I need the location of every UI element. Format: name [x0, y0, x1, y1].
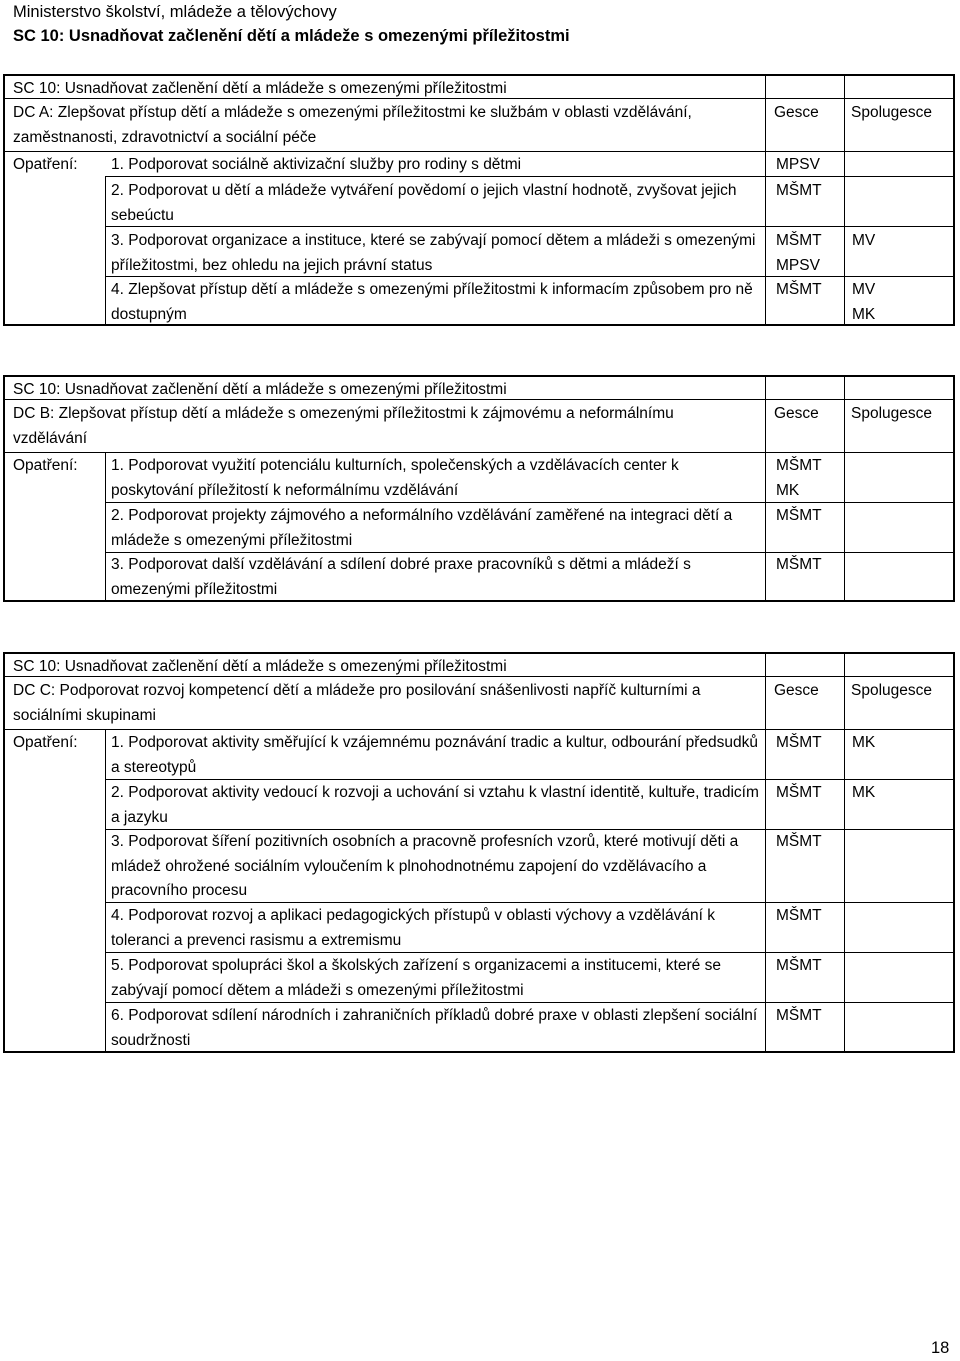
divider [5, 729, 953, 730]
goal-text: DC A: Zlepšovat přístup dětí a mládeže s omezenými příležitostmi ke službám v oblasti vzdělávání, zaměstnanosti, zdravotnictví a sociální péče [13, 104, 692, 146]
measure-gesce: MPSV [776, 156, 820, 173]
measure-text: 1. Podporovat využití potenciálu kulturních, společenských a vzdělávacích center k poskytování příležitostí k neformálnímu vzdělávání [111, 457, 679, 499]
measure-text: 4. Zlepšovat přístup dětí a mládeže s omezenými příležitostmi k informacím způsobem pro ně dostupným [111, 281, 753, 323]
goal-block-b [3, 375, 955, 602]
document-title: SC 10: Usnadňovat začlenění dětí a mládeže s omezenými příležitostmi [13, 27, 570, 45]
divider [5, 452, 953, 453]
measure-text: 2. Podporovat u dětí a mládeže vytváření povědomí o jejich vlastní hodnotě, zvyšovat jejich sebeúctu [111, 182, 737, 224]
gesce-header: Gesce [774, 104, 819, 121]
measure-gesce: MŠMT [776, 556, 822, 573]
column-divider [105, 176, 106, 324]
measure-text: 3. Podporovat šíření pozitivních osobních a pracovně profesních vzorů, které motivují děti a mládež ohrožené sociálním vyloučením k plnohodnotnému zapojení do vzdělávacího a pracovního procesu [111, 833, 739, 899]
block-sc-label: SC 10: Usnadňovat začlenění dětí a mládeže s omezenými příležitostmi [13, 381, 507, 398]
column-divider [105, 452, 106, 600]
spolugesce-header: Spolugesce [851, 104, 933, 121]
opatreni-label: Opatření: [13, 457, 78, 474]
block-sc-label: SC 10: Usnadňovat začlenění dětí a mládeže s omezenými příležitostmi [13, 80, 507, 97]
goal-block-a [3, 74, 955, 326]
measure-gesce: MŠMT [776, 1007, 822, 1024]
column-divider [765, 76, 766, 324]
measure-spolugesce: MV MK [852, 281, 876, 323]
measure-text: 4. Podporovat rozvoj a aplikaci pedagogických přístupů v oblasti výchovy a vzdělávání k toleranci a prevenci rasismu a extremismu [111, 907, 715, 949]
measure-spolugesce: MV [852, 232, 876, 249]
measure-text: 1. Podporovat aktivity směřující k vzájemnému poznávání tradic a kultur, odbourání předsudků a stereotypů [111, 734, 759, 776]
goal-text: DC C: Podporovat rozvoj kompetencí dětí a mládeže pro posilování snášenlivosti napříč kulturními a sociálními skupinami [13, 682, 701, 724]
measure-spolugesce: MK [852, 784, 876, 801]
measure-text: 1. Podporovat sociálně aktivizační služby pro rodiny s dětmi [111, 156, 522, 173]
ministry-name: Ministerstvo školství, mládeže a tělovýchovy [13, 3, 337, 21]
opatreni-label: Opatření: [13, 734, 78, 751]
measure-text: 2. Podporovat projekty zájmového a neformálního vzdělávání zaměřené na integraci dětí a mládeže s omezenými příležitostmi [111, 507, 733, 549]
measure-text: 5. Podporovat spolupráci škol a školských zařízení s organizacemi a institucemi, které se zabývají pomocí dětem a mládeži s omezenými příležitostmi [111, 957, 721, 999]
gesce-header: Gesce [774, 405, 819, 422]
column-divider [765, 377, 766, 600]
measure-text: 6. Podporovat sdílení národních i zahraničních příkladů dobré praxe v oblasti zlepšení sociální soudržnosti [111, 1007, 758, 1049]
measure-text: 3. Podporovat další vzdělávání a sdílení dobré praxe pracovníků s dětmi a mládeží s omezenými příležitostmi [111, 556, 691, 598]
column-divider [765, 654, 766, 1051]
measure-gesce: MŠMT [776, 507, 822, 524]
spolugesce-header: Spolugesce [851, 405, 933, 422]
measure-gesce: MŠMT MPSV [776, 232, 822, 274]
block-sc-label: SC 10: Usnadňovat začlenění dětí a mládeže s omezenými příležitostmi [13, 658, 507, 675]
goal-text: DC B: Zlepšovat přístup dětí a mládeže s omezenými příležitostmi k zájmovému a neformálnímu vzdělávání [13, 405, 674, 447]
measure-gesce: MŠMT [776, 734, 822, 751]
measure-gesce: MŠMT [776, 957, 822, 974]
measure-gesce: MŠMT [776, 182, 822, 199]
divider [5, 98, 953, 99]
measure-gesce: MŠMT [776, 907, 822, 924]
measure-text: 2. Podporovat aktivity vedoucí k rozvoji a uchování si vztahu k vlastní identitě, kultuře, tradicím a jazyku [111, 784, 759, 826]
measure-spolugesce: MK [852, 734, 876, 751]
measure-gesce: MŠMT MK [776, 457, 822, 499]
measure-gesce: MŠMT [776, 281, 822, 298]
measure-gesce: MŠMT [776, 833, 822, 850]
divider [5, 399, 953, 400]
measure-text: 3. Podporovat organizace a instituce, které se zabývají pomocí dětem a mládeži s omezenými příležitostmi, bez ohledu na jejich právní status [111, 232, 756, 274]
goal-block-c [3, 652, 955, 1053]
spolugesce-header: Spolugesce [851, 682, 933, 699]
divider [5, 151, 953, 152]
page-number: 18 [931, 1339, 950, 1357]
opatreni-label: Opatření: [13, 156, 78, 173]
divider [5, 676, 953, 677]
measure-gesce: MŠMT [776, 784, 822, 801]
gesce-header: Gesce [774, 682, 819, 699]
